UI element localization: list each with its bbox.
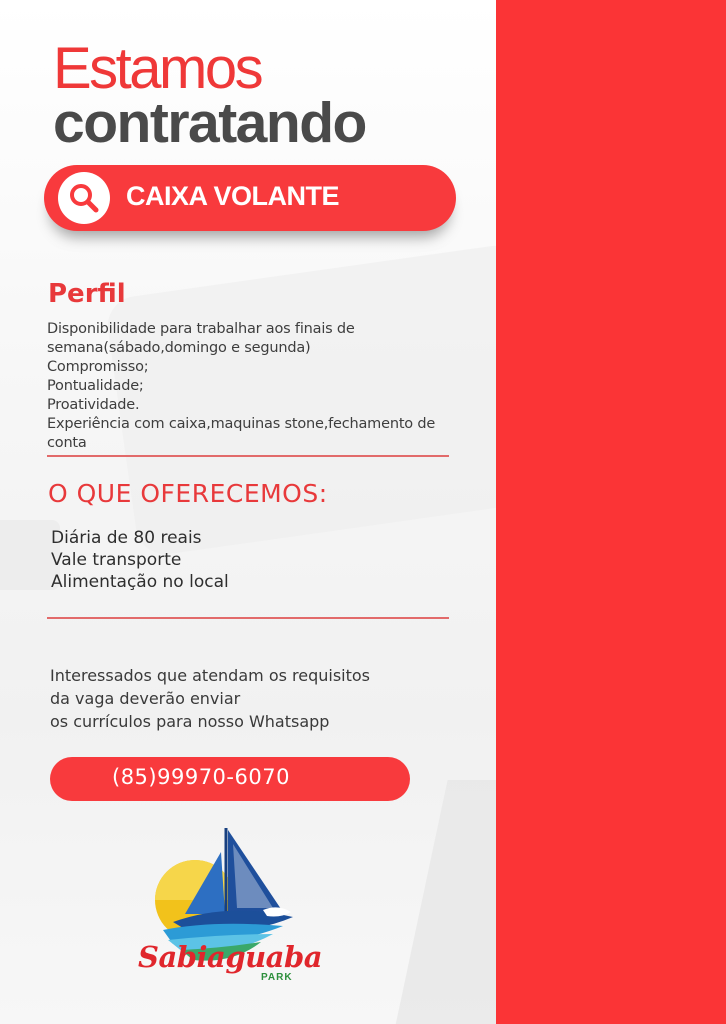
- divider: [47, 455, 449, 457]
- perfil-heading: Perfil: [48, 279, 126, 309]
- offer-list: [51, 527, 229, 593]
- perfil-line: Proatividade.: [47, 397, 140, 413]
- headline-estamos: Estamos: [53, 36, 262, 101]
- perfil-line: Disponibilidade para trabalhar aos finais de: [47, 321, 355, 337]
- perfil-line: Compromisso;: [47, 359, 149, 375]
- instruction-line: Interessados que atendam os requisitos: [50, 666, 371, 685]
- divider: [47, 617, 449, 619]
- perfil-line: Experiência com caixa,maquinas stone,fechamento de: [47, 416, 436, 432]
- perfil-line: Pontualidade;: [47, 378, 144, 394]
- perfil-line: semana(sábado,domingo e segunda): [47, 340, 311, 356]
- offer-item: Vale transporte: [51, 550, 182, 570]
- instruction-line: da vaga deverão enviar: [50, 689, 241, 708]
- logo-wordmark: Sabiaguaba: [138, 940, 323, 974]
- instruction-line: os currículos para nosso Whatsapp: [50, 712, 330, 731]
- job-title-banner: [44, 165, 456, 231]
- logo-subtitle: PARK: [261, 972, 293, 983]
- phone-number: (85)99970-6070: [112, 765, 290, 789]
- offer-heading: O QUE OFERECEMOS:: [48, 479, 328, 508]
- search-icon: [58, 172, 110, 224]
- headline-contratando: contratando: [53, 91, 366, 155]
- right-red-panel: [496, 0, 726, 1024]
- offer-item: Diária de 80 reais: [51, 528, 202, 548]
- perfil-line: conta: [47, 435, 87, 451]
- whatsapp-phone-button[interactable]: [50, 757, 410, 801]
- background-shape: [392, 780, 496, 1024]
- application-instructions: [50, 664, 370, 733]
- offer-item: Alimentação no local: [51, 572, 229, 592]
- job-title: CAIXA VOLANTE: [126, 181, 340, 211]
- perfil-list: [47, 320, 492, 453]
